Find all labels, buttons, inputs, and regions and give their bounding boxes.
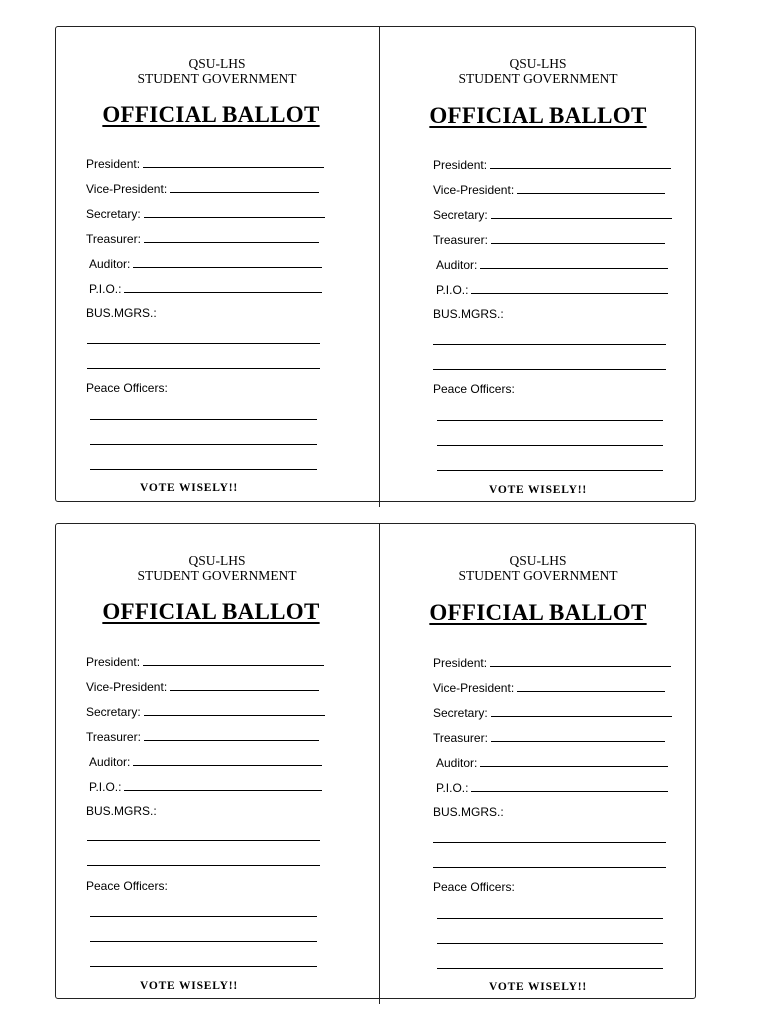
org-header xyxy=(377,56,699,86)
field-label: Treasurer: xyxy=(86,730,141,744)
treasurer-field[interactable] xyxy=(433,231,665,247)
field-label: Vice-President: xyxy=(86,182,168,196)
field-label: Vice-President: xyxy=(433,183,515,197)
pio-field[interactable] xyxy=(89,280,322,296)
peace-officer-line[interactable] xyxy=(90,419,317,420)
vote-wisely-footer: VOTE WISELY!! xyxy=(488,981,588,993)
org-name: QSU-LHS xyxy=(188,553,246,568)
bus-mgrs-line[interactable] xyxy=(433,867,666,868)
field-label: Treasurer: xyxy=(433,731,488,745)
president-field[interactable] xyxy=(433,156,671,172)
pio-field[interactable] xyxy=(436,281,668,297)
ballot-sheet-bottom xyxy=(55,523,696,999)
peace-officer-line[interactable] xyxy=(437,943,663,944)
pio-field[interactable] xyxy=(436,779,668,795)
president-field[interactable] xyxy=(86,653,324,669)
org-header xyxy=(56,553,378,583)
secretary-field[interactable] xyxy=(86,703,325,719)
president-field[interactable] xyxy=(433,654,671,670)
ballot-title: OFFICIAL BALLOT xyxy=(429,103,647,128)
ballot-title: OFFICIAL BALLOT xyxy=(429,600,647,625)
auditor-field[interactable] xyxy=(89,753,322,769)
peace-officer-line[interactable] xyxy=(90,469,317,470)
field-label: Secretary: xyxy=(433,706,488,720)
org-subtitle: STUDENT GOVERNMENT xyxy=(458,568,618,583)
org-name: QSU-LHS xyxy=(509,56,567,71)
peace-officers-label: Peace Officers: xyxy=(86,879,168,893)
bus-mgrs-line[interactable] xyxy=(87,865,320,866)
write-in-line[interactable] xyxy=(491,741,665,742)
write-in-line[interactable] xyxy=(471,791,668,792)
peace-officer-line[interactable] xyxy=(90,444,317,445)
write-in-line[interactable] xyxy=(124,292,322,293)
bus-mgrs-line[interactable] xyxy=(87,840,320,841)
peace-officer-line[interactable] xyxy=(437,420,663,421)
write-in-line[interactable] xyxy=(170,690,319,691)
vice-president-field[interactable] xyxy=(86,678,319,694)
peace-officer-line[interactable] xyxy=(90,966,317,967)
write-in-line[interactable] xyxy=(124,790,322,791)
write-in-line[interactable] xyxy=(144,217,325,218)
pio-field[interactable] xyxy=(89,778,322,794)
write-in-line[interactable] xyxy=(471,293,668,294)
field-label: Auditor: xyxy=(89,257,131,271)
bus-mgrs-label: BUS.MGRS.: xyxy=(86,804,157,818)
write-in-line[interactable] xyxy=(517,193,665,194)
write-in-line[interactable] xyxy=(144,715,325,716)
org-name: QSU-LHS xyxy=(188,56,246,71)
peace-officer-line[interactable] xyxy=(437,968,663,969)
write-in-line[interactable] xyxy=(143,665,324,666)
bus-mgrs-label: BUS.MGRS.: xyxy=(433,307,504,321)
cut-divider xyxy=(379,523,380,1004)
field-label: President: xyxy=(433,656,488,670)
peace-officer-line[interactable] xyxy=(90,916,317,917)
bus-mgrs-label: BUS.MGRS.: xyxy=(433,805,504,819)
field-label: Treasurer: xyxy=(433,233,488,247)
peace-officer-line[interactable] xyxy=(90,941,317,942)
field-label: Vice-President: xyxy=(433,681,515,695)
field-label: President: xyxy=(86,157,141,171)
field-label: Secretary: xyxy=(86,207,141,221)
write-in-line[interactable] xyxy=(170,192,319,193)
cut-divider xyxy=(379,26,380,507)
field-label: P.I.O.: xyxy=(436,781,469,795)
write-in-line[interactable] xyxy=(144,242,319,243)
field-label: President: xyxy=(433,158,488,172)
president-field[interactable] xyxy=(86,155,324,171)
treasurer-field[interactable] xyxy=(433,729,665,745)
peace-officer-line[interactable] xyxy=(437,470,663,471)
write-in-line[interactable] xyxy=(491,243,665,244)
field-label: P.I.O.: xyxy=(89,282,122,296)
bus-mgrs-line[interactable] xyxy=(433,369,666,370)
ballot-card xyxy=(56,524,378,998)
vote-wisely-footer: VOTE WISELY!! xyxy=(139,482,239,494)
write-in-line[interactable] xyxy=(144,740,319,741)
peace-officers-label: Peace Officers: xyxy=(433,880,515,894)
auditor-field[interactable] xyxy=(436,256,668,272)
ballot-card xyxy=(381,27,703,501)
write-in-line[interactable] xyxy=(490,168,671,169)
field-label: Auditor: xyxy=(436,258,478,272)
field-label: Secretary: xyxy=(433,208,488,222)
ballot-sheet-top xyxy=(55,26,696,502)
peace-officer-line[interactable] xyxy=(437,445,663,446)
write-in-line[interactable] xyxy=(133,765,322,766)
write-in-line[interactable] xyxy=(517,691,665,692)
vice-president-field[interactable] xyxy=(433,181,665,197)
ballot-title: OFFICIAL BALLOT xyxy=(102,102,320,127)
write-in-line[interactable] xyxy=(491,716,672,717)
field-label: President: xyxy=(86,655,141,669)
org-subtitle: STUDENT GOVERNMENT xyxy=(137,568,297,583)
write-in-line[interactable] xyxy=(491,218,672,219)
field-label: Auditor: xyxy=(436,756,478,770)
peace-officers-label: Peace Officers: xyxy=(86,381,168,395)
bus-mgrs-line[interactable] xyxy=(433,344,666,345)
field-label: Vice-President: xyxy=(86,680,168,694)
vice-president-field[interactable] xyxy=(86,180,319,196)
write-in-line[interactable] xyxy=(143,167,324,168)
ballot-card xyxy=(56,27,378,501)
org-subtitle: STUDENT GOVERNMENT xyxy=(458,71,618,86)
field-label: Treasurer: xyxy=(86,232,141,246)
auditor-field[interactable] xyxy=(89,255,322,271)
bus-mgrs-line[interactable] xyxy=(87,368,320,369)
peace-officers-label: Peace Officers: xyxy=(433,382,515,396)
secretary-field[interactable] xyxy=(433,206,672,222)
bus-mgrs-label: BUS.MGRS.: xyxy=(86,306,157,320)
vice-president-field[interactable] xyxy=(433,679,665,695)
field-label: Auditor: xyxy=(89,755,131,769)
ballot-title: OFFICIAL BALLOT xyxy=(102,599,320,624)
secretary-field[interactable] xyxy=(86,205,325,221)
vote-wisely-footer: VOTE WISELY!! xyxy=(139,980,239,992)
bus-mgrs-line[interactable] xyxy=(433,842,666,843)
treasurer-field[interactable] xyxy=(86,728,319,744)
org-header xyxy=(377,553,699,583)
write-in-line[interactable] xyxy=(480,766,668,767)
bus-mgrs-line[interactable] xyxy=(87,343,320,344)
write-in-line[interactable] xyxy=(133,267,322,268)
field-label: P.I.O.: xyxy=(436,283,469,297)
ballot-card xyxy=(381,524,703,998)
treasurer-field[interactable] xyxy=(86,230,319,246)
vote-wisely-footer: VOTE WISELY!! xyxy=(488,484,588,496)
org-header xyxy=(56,56,378,86)
write-in-line[interactable] xyxy=(490,666,671,667)
org-subtitle: STUDENT GOVERNMENT xyxy=(137,71,297,86)
field-label: Secretary: xyxy=(86,705,141,719)
org-name: QSU-LHS xyxy=(509,553,567,568)
peace-officer-line[interactable] xyxy=(437,918,663,919)
write-in-line[interactable] xyxy=(480,268,668,269)
auditor-field[interactable] xyxy=(436,754,668,770)
secretary-field[interactable] xyxy=(433,704,672,720)
field-label: P.I.O.: xyxy=(89,780,122,794)
